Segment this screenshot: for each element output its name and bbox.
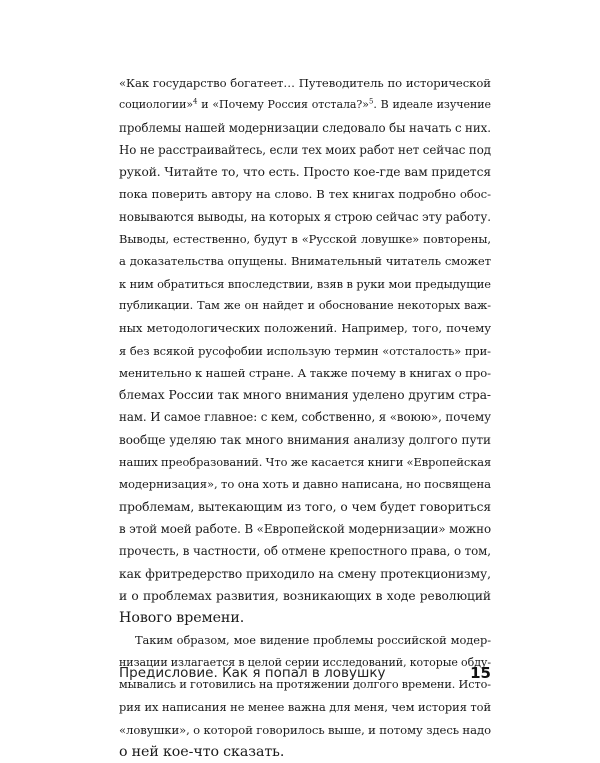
text-line: нам. И самое главное: с кем, собственно, я «воюю», почему xyxy=(119,410,491,425)
text-line xyxy=(119,94,491,116)
text-line: я без всякой русофобии использую термин «отсталость» при- xyxy=(119,343,491,358)
text-line: вообще уделяю так много внимания анализу долгого пути xyxy=(119,432,491,447)
text-line: рия их написания не менее важна для меня, чем история той xyxy=(119,700,491,715)
text-line: в этой моей работе. В «Европейской модернизации» можно xyxy=(119,521,491,536)
text-line: новываются выводы, на которых я строю сейчас эту работу. xyxy=(119,209,491,224)
text-segment: социологии» xyxy=(119,98,194,112)
text-line: рукой. Читайте то, что есть. Просто кое-где вам придется xyxy=(119,165,491,180)
body-text xyxy=(119,72,491,763)
text-line: «ловушки», о которой говорилось выше, и потому здесь надо xyxy=(119,722,491,737)
text-line: проблемы нашей модернизации следовало бы начать с них. xyxy=(119,120,491,135)
text-line: ных методологических положений. Например, того, почему xyxy=(119,321,491,336)
text-line: прочесть, в частности, об отмене крепостного права, о том, xyxy=(119,544,491,559)
text-line: как фритредерство приходило на смену протекционизму, xyxy=(119,566,491,581)
running-head: Предисловие. Как я попал в ловушку xyxy=(119,665,386,681)
page-number: 15 xyxy=(470,664,491,682)
text-segment: . В идеале изучение xyxy=(373,98,491,112)
text-line: проблемам, вытекающим из того, о чем будет говориться xyxy=(119,499,491,514)
text-line: Выводы, естественно, будут в «Русской ловушке» повторены, xyxy=(119,232,491,247)
text-line: публикации. Там же он найдет и обоснование некоторых важ- xyxy=(119,298,491,312)
text-line: «Как государство богатеет… Путеводитель по исторической xyxy=(119,76,491,90)
text-line: и о проблемах развития, возникающих в ходе революций xyxy=(119,588,491,603)
text-line: к ним обратиться впоследствии, взяв в руки мои предыдущие xyxy=(119,276,491,291)
text-segment: и «Почему Россия отстала?» xyxy=(201,98,369,112)
footnote-marker: 5 xyxy=(368,97,374,106)
text-line: модернизация», то она хоть и давно написана, но посвящена xyxy=(119,477,491,492)
text-line: Но не расстраивайтесь, если тех моих работ нет сейчас под xyxy=(119,142,491,157)
text-line: низации излагается в целой серии исследований, которые обду- xyxy=(119,655,491,669)
text-line: пока поверить автору на слово. В тех книгах подробно обос- xyxy=(119,187,491,202)
page-footer xyxy=(119,662,491,684)
paragraph-first-line: Таким образом, мое видение проблемы российской модер- xyxy=(135,633,491,648)
text-line: блемах России так много внимания уделено другим стра- xyxy=(119,388,491,403)
text-line: менительно к нашей стране. А также почему в книгах о про- xyxy=(119,365,491,380)
text-line: мывались и готовились на протяжении долгого времени. Исто- xyxy=(119,678,491,692)
footnote-marker: 4 xyxy=(193,97,198,106)
text-line: о ней кое-что сказать. xyxy=(119,743,285,760)
text-line: Нового времени. xyxy=(119,610,245,627)
text-line: наших преобразований. Что же касается книги «Европейская xyxy=(119,455,492,470)
text-line: а доказательства опущены. Внимательный читатель сможет xyxy=(119,254,491,269)
